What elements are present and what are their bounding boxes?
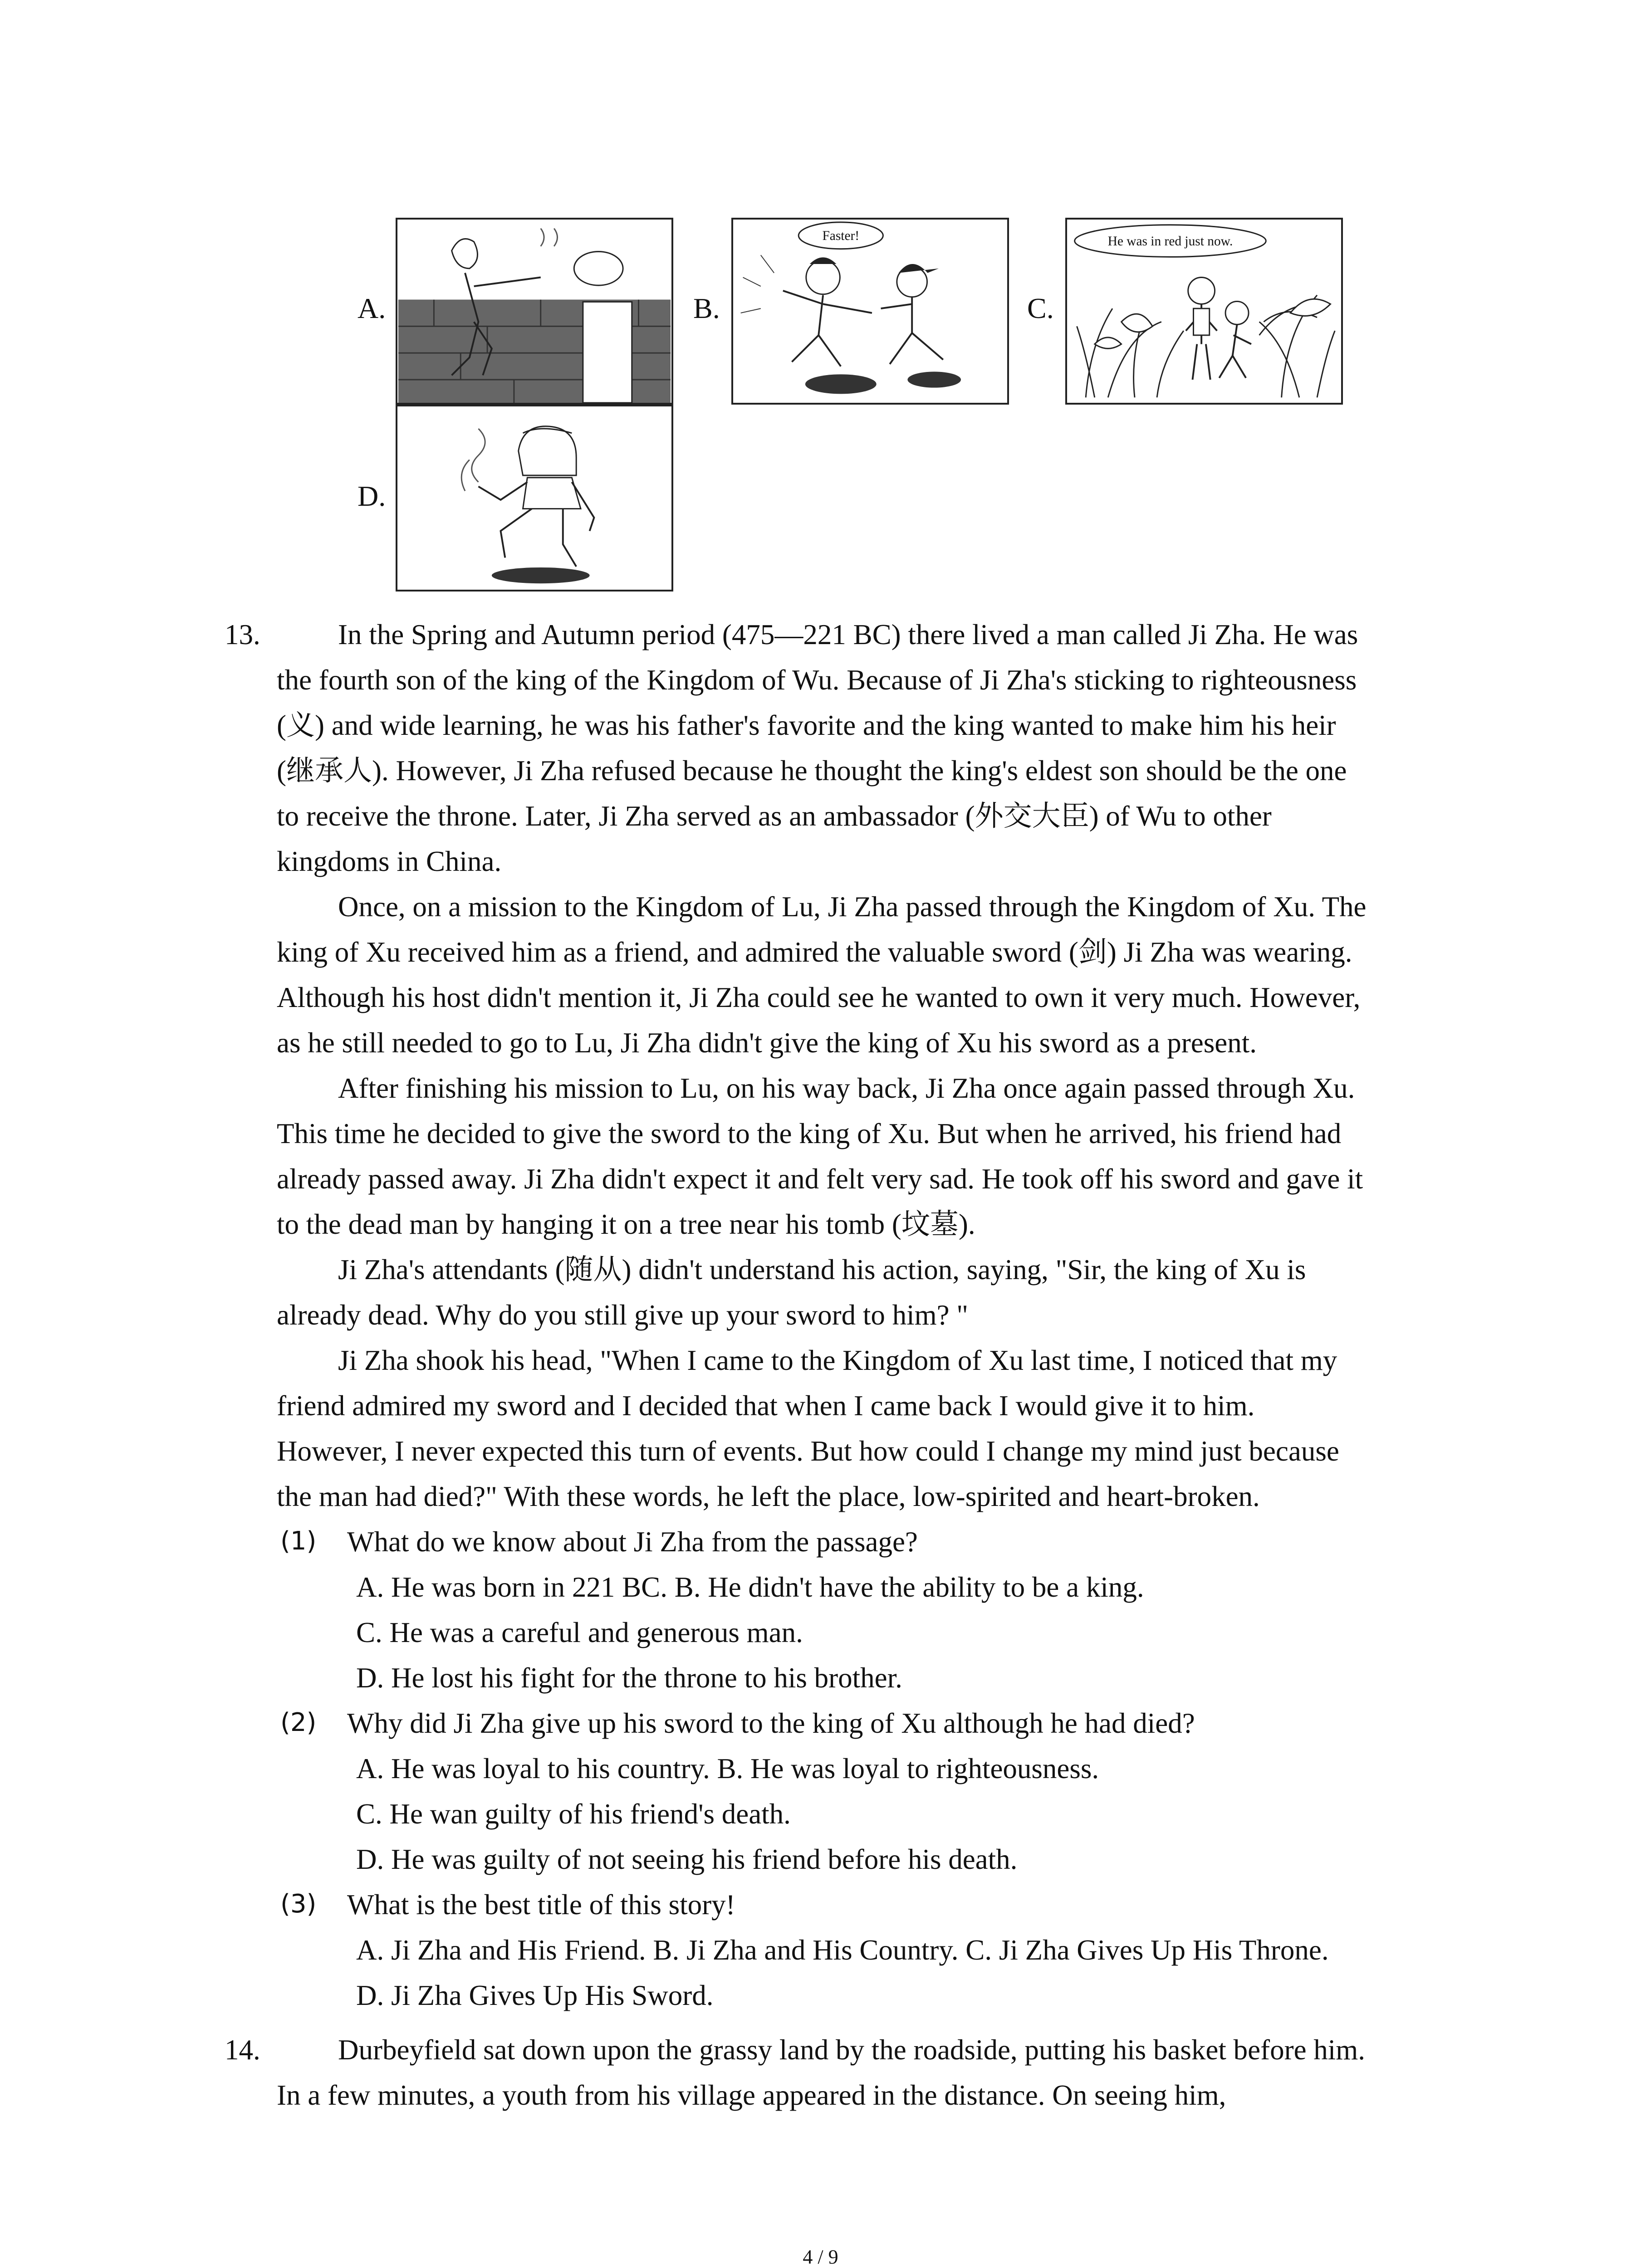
answer-option[interactable]: C. He was a careful and generous man. bbox=[356, 1617, 803, 1648]
sub-question-number: (2) bbox=[280, 1708, 317, 1737]
passage-line: friend admired my sword and I decided that when I came back I would give it to him. bbox=[277, 1390, 1255, 1422]
answer-option[interactable]: A. He was born in 221 BC. B. He didn't have the ability to be a king. bbox=[356, 1571, 1144, 1603]
passage-line: Although his host didn't mention it, Ji Zha could see he wanted to own it very much. However, bbox=[277, 982, 1361, 1013]
passage-line: king of Xu received him as a friend, and admired the valuable sword (剑) Ji Zha was wearing. bbox=[277, 936, 1352, 968]
picture-a-illustration bbox=[397, 220, 671, 403]
answer-option[interactable]: C. He wan guilty of his friend's death. bbox=[356, 1798, 791, 1830]
picture-d[interactable] bbox=[396, 405, 673, 591]
picture-c-illustration bbox=[1067, 220, 1341, 403]
bubble-c-text: He was in red just now. bbox=[1107, 234, 1233, 249]
option-letter-c: C. bbox=[1027, 292, 1054, 324]
answer-option[interactable]: A. He was loyal to his country. B. He was loyal to righteousness. bbox=[356, 1753, 1099, 1784]
passage-line: (继承人). However, Ji Zha refused because he thought the king's eldest son should be the one bbox=[277, 755, 1347, 787]
passage-line: Ji Zha's attendants (随从) didn't understand his action, saying, "Sir, the king of Xu is bbox=[338, 1254, 1306, 1286]
option-letter-b: B. bbox=[693, 292, 720, 324]
passage-line: Once, on a mission to the Kingdom of Lu, Ji Zha passed through the Kingdom of Xu. The bbox=[338, 891, 1367, 923]
sub-question-text: What is the best title of this story! bbox=[347, 1889, 735, 1921]
answer-option[interactable]: D. He was guilty of not seeing his friend before his death. bbox=[356, 1843, 1018, 1875]
passage-line: already dead. Why do you still give up your sword to him? " bbox=[277, 1299, 969, 1331]
passage-line: In a few minutes, a youth from his village appeared in the distance. On seeing him, bbox=[277, 2079, 1226, 2111]
picture-b[interactable] bbox=[731, 218, 1009, 405]
bubble-b-text: Faster! bbox=[822, 229, 860, 244]
passage-line: However, I never expected this turn of events. But how could I change my mind just because bbox=[277, 1435, 1339, 1467]
page-number: 4 / 9 bbox=[803, 2246, 838, 2268]
picture-a[interactable] bbox=[396, 218, 673, 405]
picture-b-illustration bbox=[733, 220, 1007, 403]
answer-option[interactable]: A. Ji Zha and His Friend. B. Ji Zha and His Country. C. Ji Zha Gives Up His Throne. bbox=[356, 1934, 1329, 1966]
question-13-number: 13. bbox=[225, 619, 260, 650]
option-letter-a: A. bbox=[358, 292, 386, 324]
passage-line: Ji Zha shook his head, "When I came to the Kingdom of Xu last time, I noticed that my bbox=[338, 1344, 1337, 1376]
passage-line: After finishing his mission to Lu, on his way back, Ji Zha once again passed through Xu. bbox=[338, 1072, 1355, 1104]
passage-line: to the dead man by hanging it on a tree near his tomb (坟墓). bbox=[277, 1208, 975, 1240]
option-letter-d: D. bbox=[358, 480, 386, 512]
passage-line: already passed away. Ji Zha didn't expect it and felt very sad. He took off his sword and gave it bbox=[277, 1163, 1363, 1195]
passage-line: (义) and wide learning, he was his father's favorite and the king wanted to make him his heir bbox=[277, 709, 1336, 741]
sub-question-number: (1) bbox=[280, 1526, 317, 1556]
picture-d-illustration bbox=[397, 406, 671, 590]
passage-line: kingdoms in China. bbox=[277, 846, 502, 877]
picture-c[interactable] bbox=[1065, 218, 1343, 405]
sub-question-text: What do we know about Ji Zha from the passage? bbox=[347, 1526, 918, 1558]
question-14-number: 14. bbox=[225, 2034, 260, 2066]
passage-line: Durbeyfield sat down upon the grassy land by the roadside, putting his basket before him. bbox=[338, 2034, 1366, 2066]
sub-question-text: Why did Ji Zha give up his sword to the king of Xu although he had died? bbox=[347, 1707, 1195, 1739]
passage-line: This time he decided to give the sword to the king of Xu. But when he arrived, his friend had bbox=[277, 1118, 1342, 1149]
sub-question-number: (3) bbox=[280, 1889, 317, 1919]
passage-line: the fourth son of the king of the Kingdom of Wu. Because of Ji Zha's sticking to righteousness bbox=[277, 664, 1357, 696]
passage-line: as he still needed to go to Lu, Ji Zha didn't give the king of Xu his sword as a present. bbox=[277, 1027, 1257, 1059]
passage-line: the man had died?" With these words, he left the place, low-spirited and heart-broken. bbox=[277, 1481, 1260, 1512]
answer-option[interactable]: D. He lost his fight for the throne to his brother. bbox=[356, 1662, 902, 1694]
answer-option[interactable]: D. Ji Zha Gives Up His Sword. bbox=[356, 1980, 714, 2011]
passage-line: In the Spring and Autumn period (475—221 BC) there lived a man called Ji Zha. He was bbox=[338, 619, 1358, 650]
passage-line: to receive the throne. Later, Ji Zha served as an ambassador (外交大臣) of Wu to other bbox=[277, 800, 1272, 832]
